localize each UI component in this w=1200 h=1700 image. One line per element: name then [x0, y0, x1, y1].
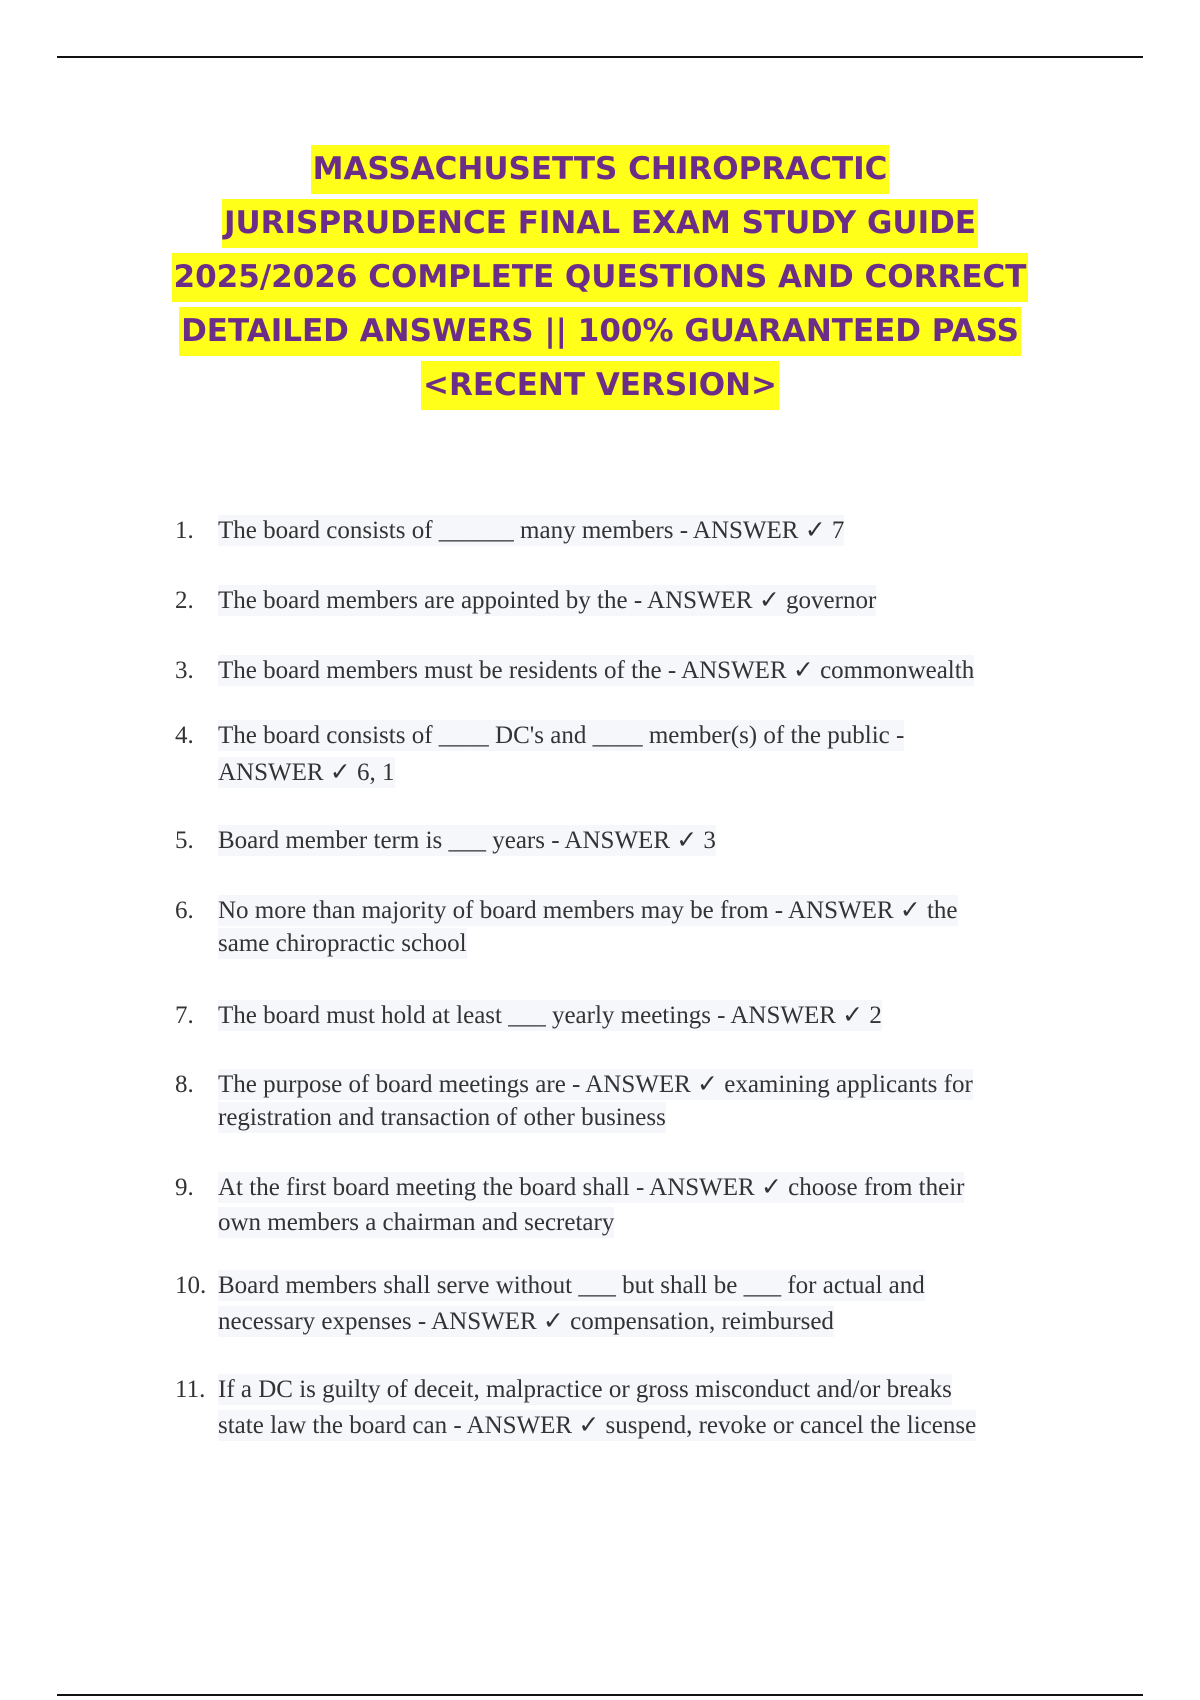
question-text: same chiropractic school: [218, 930, 467, 957]
bottom-rule: [57, 1694, 1143, 1696]
question-number: 1.: [175, 517, 194, 544]
title-line: 2025/2026 COMPLETE QUESTIONS AND CORRECT: [172, 253, 1029, 302]
question-number: 7.: [175, 1002, 194, 1029]
question-number: 4.: [175, 722, 194, 749]
question-number: 2.: [175, 587, 194, 614]
question-text: necessary expenses - ANSWER ✓ compensation, reimbursed: [218, 1308, 834, 1335]
question-text: own members a chairman and secretary: [218, 1209, 615, 1236]
question-text: Board members shall serve without ___ but shall be ___ for actual and: [218, 1272, 925, 1299]
title-line: DETAILED ANSWERS || 100% GUARANTEED PASS: [179, 307, 1021, 356]
question-number: 8.: [175, 1071, 194, 1098]
question-text: Board member term is ___ years - ANSWER ✓ 3: [218, 827, 716, 854]
question-text: The board consists of ______ many members - ANSWER ✓ 7: [218, 517, 845, 544]
question-text: No more than majority of board members may be from - ANSWER ✓ the: [218, 897, 958, 924]
question-text: The board members are appointed by the - ANSWER ✓ governor: [218, 587, 877, 614]
question-number: 10.: [175, 1272, 207, 1299]
question-number: 3.: [175, 657, 194, 684]
question-number: 11.: [175, 1376, 206, 1403]
question-text: If a DC is guilty of deceit, malpractice or gross misconduct and/or breaks: [218, 1376, 952, 1403]
question-text: At the first board meeting the board shall - ANSWER ✓ choose from their: [218, 1174, 965, 1201]
question-number: 5.: [175, 827, 194, 854]
question-text: The board must hold at least ___ yearly meetings - ANSWER ✓ 2: [218, 1002, 882, 1029]
title-line: MASSACHUSETTS CHIROPRACTIC: [311, 145, 890, 194]
document-title: [100, 142, 1100, 412]
top-rule: [57, 56, 1143, 58]
question-text: The purpose of board meetings are - ANSWER ✓ examining applicants for: [218, 1071, 973, 1098]
question-text: The board members must be residents of the - ANSWER ✓ commonwealth: [218, 657, 975, 684]
question-number: 9.: [175, 1174, 194, 1201]
question-text: ANSWER ✓ 6, 1: [218, 759, 395, 786]
question-text: The board consists of ____ DC's and ____ member(s) of the public -: [218, 722, 905, 749]
title-line: JURISPRUDENCE FINAL EXAM STUDY GUIDE: [222, 199, 978, 248]
question-text: state law the board can - ANSWER ✓ suspend, revoke or cancel the license: [218, 1412, 977, 1439]
question-number: 6.: [175, 897, 194, 924]
question-text: registration and transaction of other business: [218, 1104, 666, 1131]
title-line: <RECENT VERSION>: [421, 361, 779, 410]
